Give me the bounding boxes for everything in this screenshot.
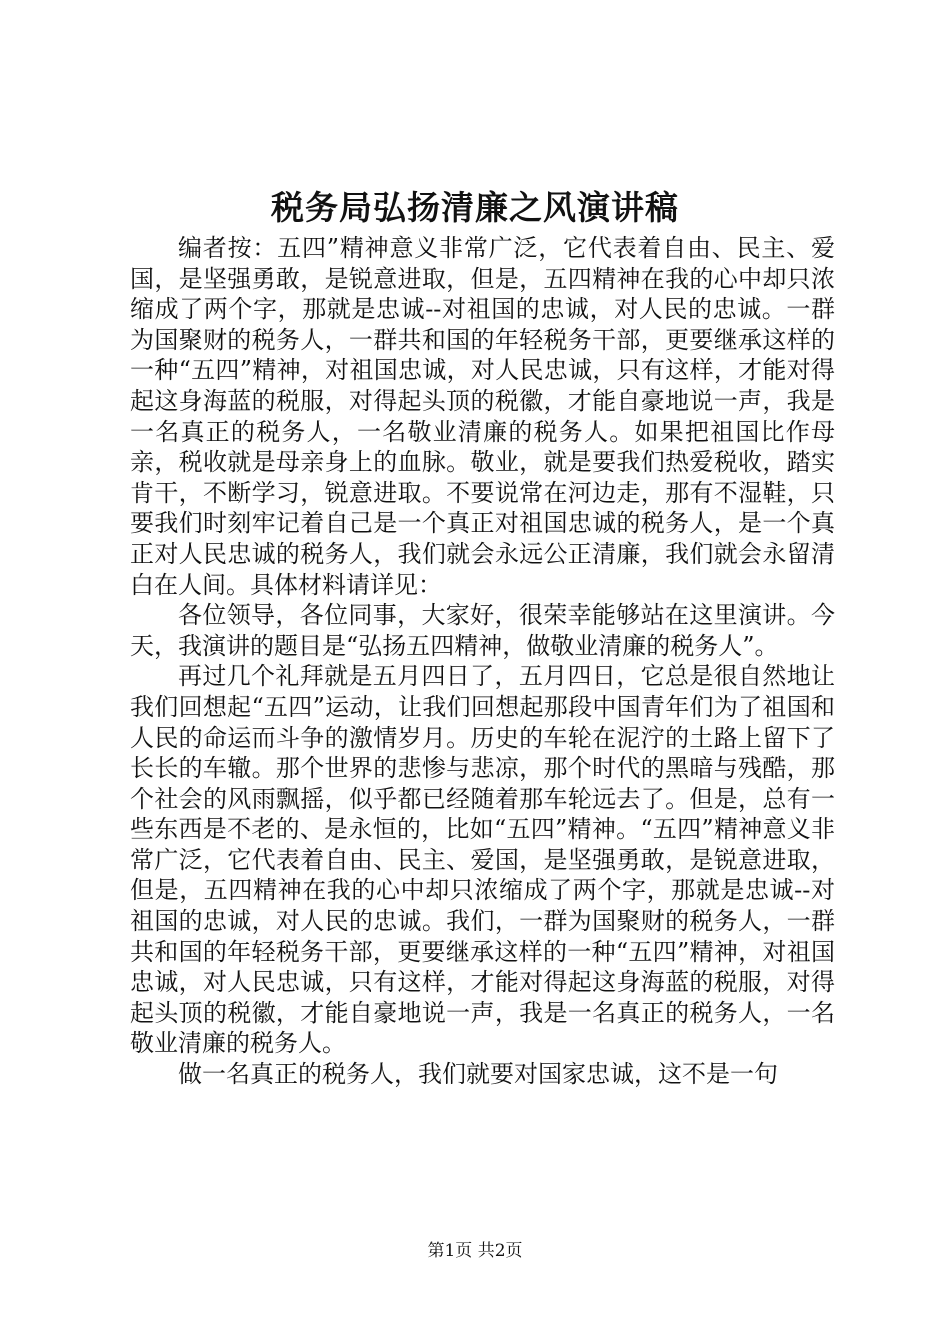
greeting-paragraph: 各位领导，各位同事，大家好，很荣幸能够站在这里演讲。今天，我演讲的题目是“弘扬五四精神，做敬业清廉的税务人”。 [130,601,835,660]
document-body [130,233,835,1090]
loyalty-paragraph: 做一名真正的税务人，我们就要对国家忠诚，这不是一句 [178,1060,778,1089]
page-number-footer: 第1页 共2页 [427,1241,523,1261]
may-fourth-paragraph: 再过几个礼拜就是五月四日了，五月四日，它总是很自然地让我们回想起“五四”运动，让我们回想起那段中国青年们为了祖国和人民的命运而斗争的激情岁月。历史的车轮在泥泞的土路上留下了长长的车辙。那个世界的悲惨与悲凉，那个时代的黑暗与残酷，那个社会的风雨飘摇，似乎都已经随着那车轮远去了。但是，总有一些东西是不老的、是永恒的，比如“五四”精神。“五四”精神意义非常广泛，它代表着自由、民主、爱国，是坚强勇敢，是锐意进取，但是，五四精神在我的心中却只浓缩成了两个字，那就是忠诚--对祖国的忠诚，对人民的忠诚。我们，一群为国聚财的税务人，一群共和国的年轻税务干部，更要继承这样的一种“五四”精神，对祖国忠诚，对人民忠诚，只有这样，才能对得起这身海蓝的税服，对得起头顶的税徽，才能自豪地说一声，我是一名真正的税务人，一名敬业清廉的税务人。 [130,662,835,1058]
document-title: 税务局弘扬清廉之风演讲稿 [271,188,679,227]
editor-note-paragraph: 编者按：五四”精神意义非常广泛，它代表着自由、民主、爱国，是坚强勇敢，是锐意进取，但是，五四精神在我的心中却只浓缩成了两个字，那就是忠诚--对祖国的忠诚，对人民的忠诚。一群为国聚财的税务人，一群共和国的年轻税务干部，更要继承这样的一种“五四”精神，对祖国忠诚，对人民忠诚，只有这样，才能对得起这身海蓝的税服，对得起头顶的税徽，才能自豪地说一声，我是一名真正的税务人，一名敬业清廉的税务人。如果把祖国比作母亲，税收就是母亲身上的血脉。敬业，就是要我们热爱税收，踏实肯干，不断学习，锐意进取。不要说常在河边走，那有不湿鞋，只要我们时刻牢记着自己是一个真正对祖国忠诚的税务人，是一个真正对人民忠诚的税务人，我们就会永远公正清廉，我们就会永留清白在人间。具体材料请详见： [130,234,835,599]
